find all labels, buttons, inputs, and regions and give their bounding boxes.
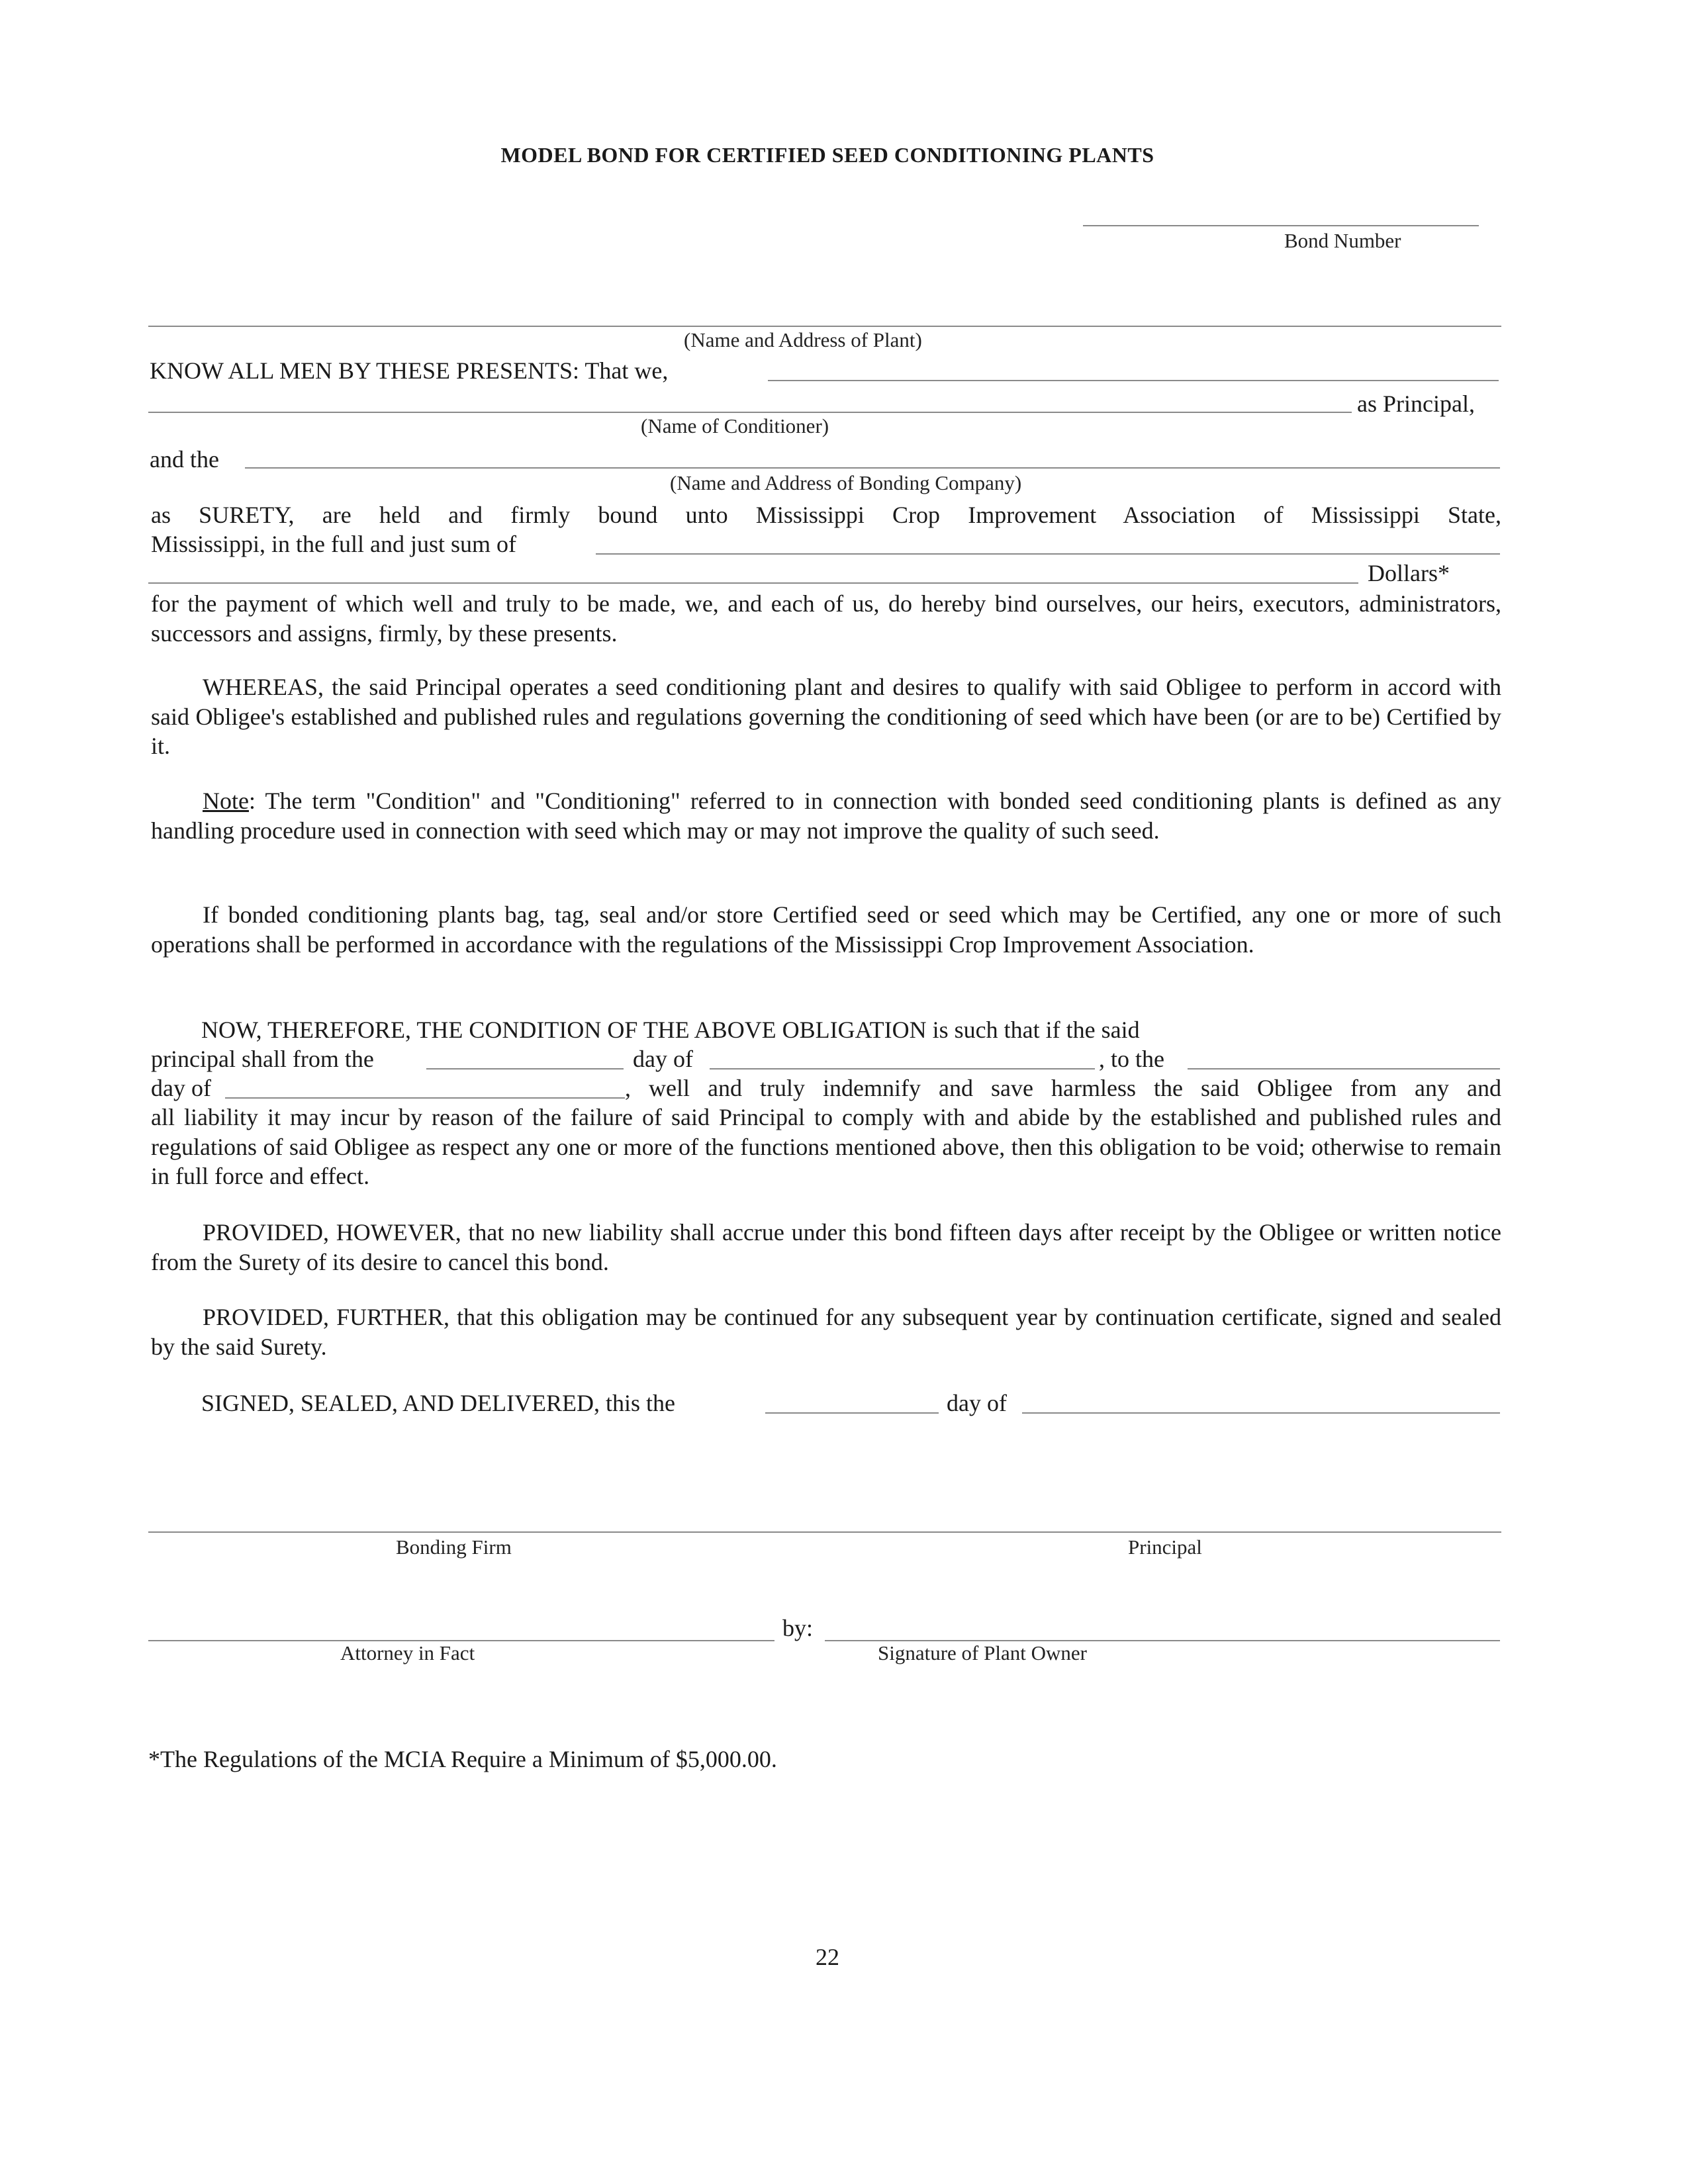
provided-further-paragraph bbox=[151, 1302, 1501, 1361]
page-number: 22 bbox=[816, 1944, 839, 1970]
and-the-text: and the bbox=[150, 446, 219, 473]
bonding-firm-principal-line[interactable] bbox=[148, 1531, 1501, 1533]
bond-number-line[interactable] bbox=[1083, 225, 1479, 226]
conditioner-label: (Name of Conditioner) bbox=[641, 414, 829, 437]
attorney-label: Attorney in Fact bbox=[340, 1641, 475, 1664]
bonding-company-line[interactable] bbox=[245, 467, 1500, 469]
signed-text: SIGNED, SEALED, AND DELIVERED, this the bbox=[201, 1390, 675, 1416]
principal-line[interactable] bbox=[148, 412, 1352, 413]
whereas-text: WHEREAS, the said Principal operates a seed conditioning plant and desires to qualify with said Obligee to perform in accord with said Obligee's established and published rules and regulations governing the conditioning of seed which have been (or are to be) Certified by it. bbox=[151, 674, 1501, 759]
dollars-text: Dollars* bbox=[1368, 560, 1450, 586]
principal-from-text: principal shall from the bbox=[151, 1046, 374, 1072]
note-label: Note bbox=[203, 788, 249, 814]
whereas-paragraph bbox=[151, 672, 1501, 761]
from-day-line[interactable] bbox=[426, 1068, 624, 1069]
signed-day-line[interactable] bbox=[765, 1412, 939, 1414]
to-day-line[interactable] bbox=[1188, 1068, 1500, 1069]
from-month-line[interactable] bbox=[710, 1068, 1095, 1069]
from-day-of-text: day of bbox=[633, 1046, 693, 1072]
document-title: MODEL BOND FOR CERTIFIED SEED CONDITIONING PLANTS bbox=[500, 143, 1154, 167]
note-text: : The term "Condition" and "Conditioning" referred to in connection with bonded seed conditioning plants is defined as any handling procedure used in connection with seed which may or may not improve the quality of such seed. bbox=[151, 788, 1501, 844]
if-bonded-paragraph bbox=[151, 900, 1501, 959]
note-paragraph bbox=[151, 786, 1501, 845]
know-all-text: KNOW ALL MEN BY THESE PRESENTS: That we, bbox=[150, 357, 669, 384]
provided-however-paragraph bbox=[151, 1218, 1501, 1277]
signed-day-of-text: day of bbox=[947, 1390, 1007, 1416]
bonding-firm-label: Bonding Firm bbox=[396, 1535, 512, 1559]
by-text: by: bbox=[782, 1615, 814, 1641]
liability-paragraph: all liability it may incur by reason of the failure of said Principal to comply with and abide by the established and published rules and regulations of said Obligee as respect any one or more of the functions mentioned above, then this obligation to be void; otherwise to remain in full force and effect. bbox=[151, 1104, 1501, 1189]
plant-name-line[interactable] bbox=[148, 326, 1501, 327]
sum-line[interactable] bbox=[596, 553, 1500, 555]
to-the-text: , to the bbox=[1099, 1046, 1164, 1072]
as-principal-text: as Principal, bbox=[1357, 390, 1475, 417]
payment-paragraph: for the payment of which well and truly to be made, we, and each of us, do hereby bind ourselves, our heirs, executors, administrators, successors and assigns, firmly, by these presents. bbox=[151, 590, 1501, 647]
to-month-line[interactable] bbox=[225, 1097, 625, 1099]
sum-line-2[interactable] bbox=[148, 582, 1358, 584]
now-therefore-text: NOW, THEREFORE, THE CONDITION OF THE ABOVE OBLIGATION is such that if the said bbox=[201, 1017, 1140, 1043]
sum-text: Mississippi, in the full and just sum of bbox=[151, 531, 517, 557]
bonding-company-label: (Name and Address of Bonding Company) bbox=[670, 471, 1022, 494]
plant-label: (Name and Address of Plant) bbox=[684, 328, 922, 351]
signed-month-line[interactable] bbox=[1022, 1412, 1500, 1414]
if-bonded-text: If bonded conditioning plants bag, tag, seal and/or store Certified seed or seed which may be Certified, any one or more of such operations shall be performed in accordance with the regulations of the Mississippi Crop Improvement Association. bbox=[151, 901, 1501, 958]
principal-label: Principal bbox=[1128, 1535, 1202, 1559]
provided-however-text: PROVIDED, HOWEVER, that no new liability shall accrue under this bond fifteen days after receipt by the Obligee or written notice from the Surety of its desire to cancel this bond. bbox=[151, 1219, 1501, 1275]
provided-further-text: PROVIDED, FURTHER, that this obligation may be continued for any subsequent year by continuation certificate, signed and sealed by the said Surety. bbox=[151, 1304, 1501, 1360]
we-line[interactable] bbox=[768, 380, 1499, 381]
signature-owner-label: Signature of Plant Owner bbox=[878, 1641, 1087, 1664]
indemnify-text: , well and truly indemnify and save harmless the said Obligee from any and bbox=[625, 1075, 1501, 1101]
bond-number-label: Bond Number bbox=[1284, 229, 1401, 252]
surety-text: as SURETY, are held and firmly bound unto Mississippi Crop Improvement Association of Mississippi State, bbox=[151, 502, 1501, 528]
to-day-of-text: day of bbox=[151, 1075, 211, 1101]
footnote: *The Regulations of the MCIA Require a Minimum of $5,000.00. bbox=[148, 1746, 777, 1772]
